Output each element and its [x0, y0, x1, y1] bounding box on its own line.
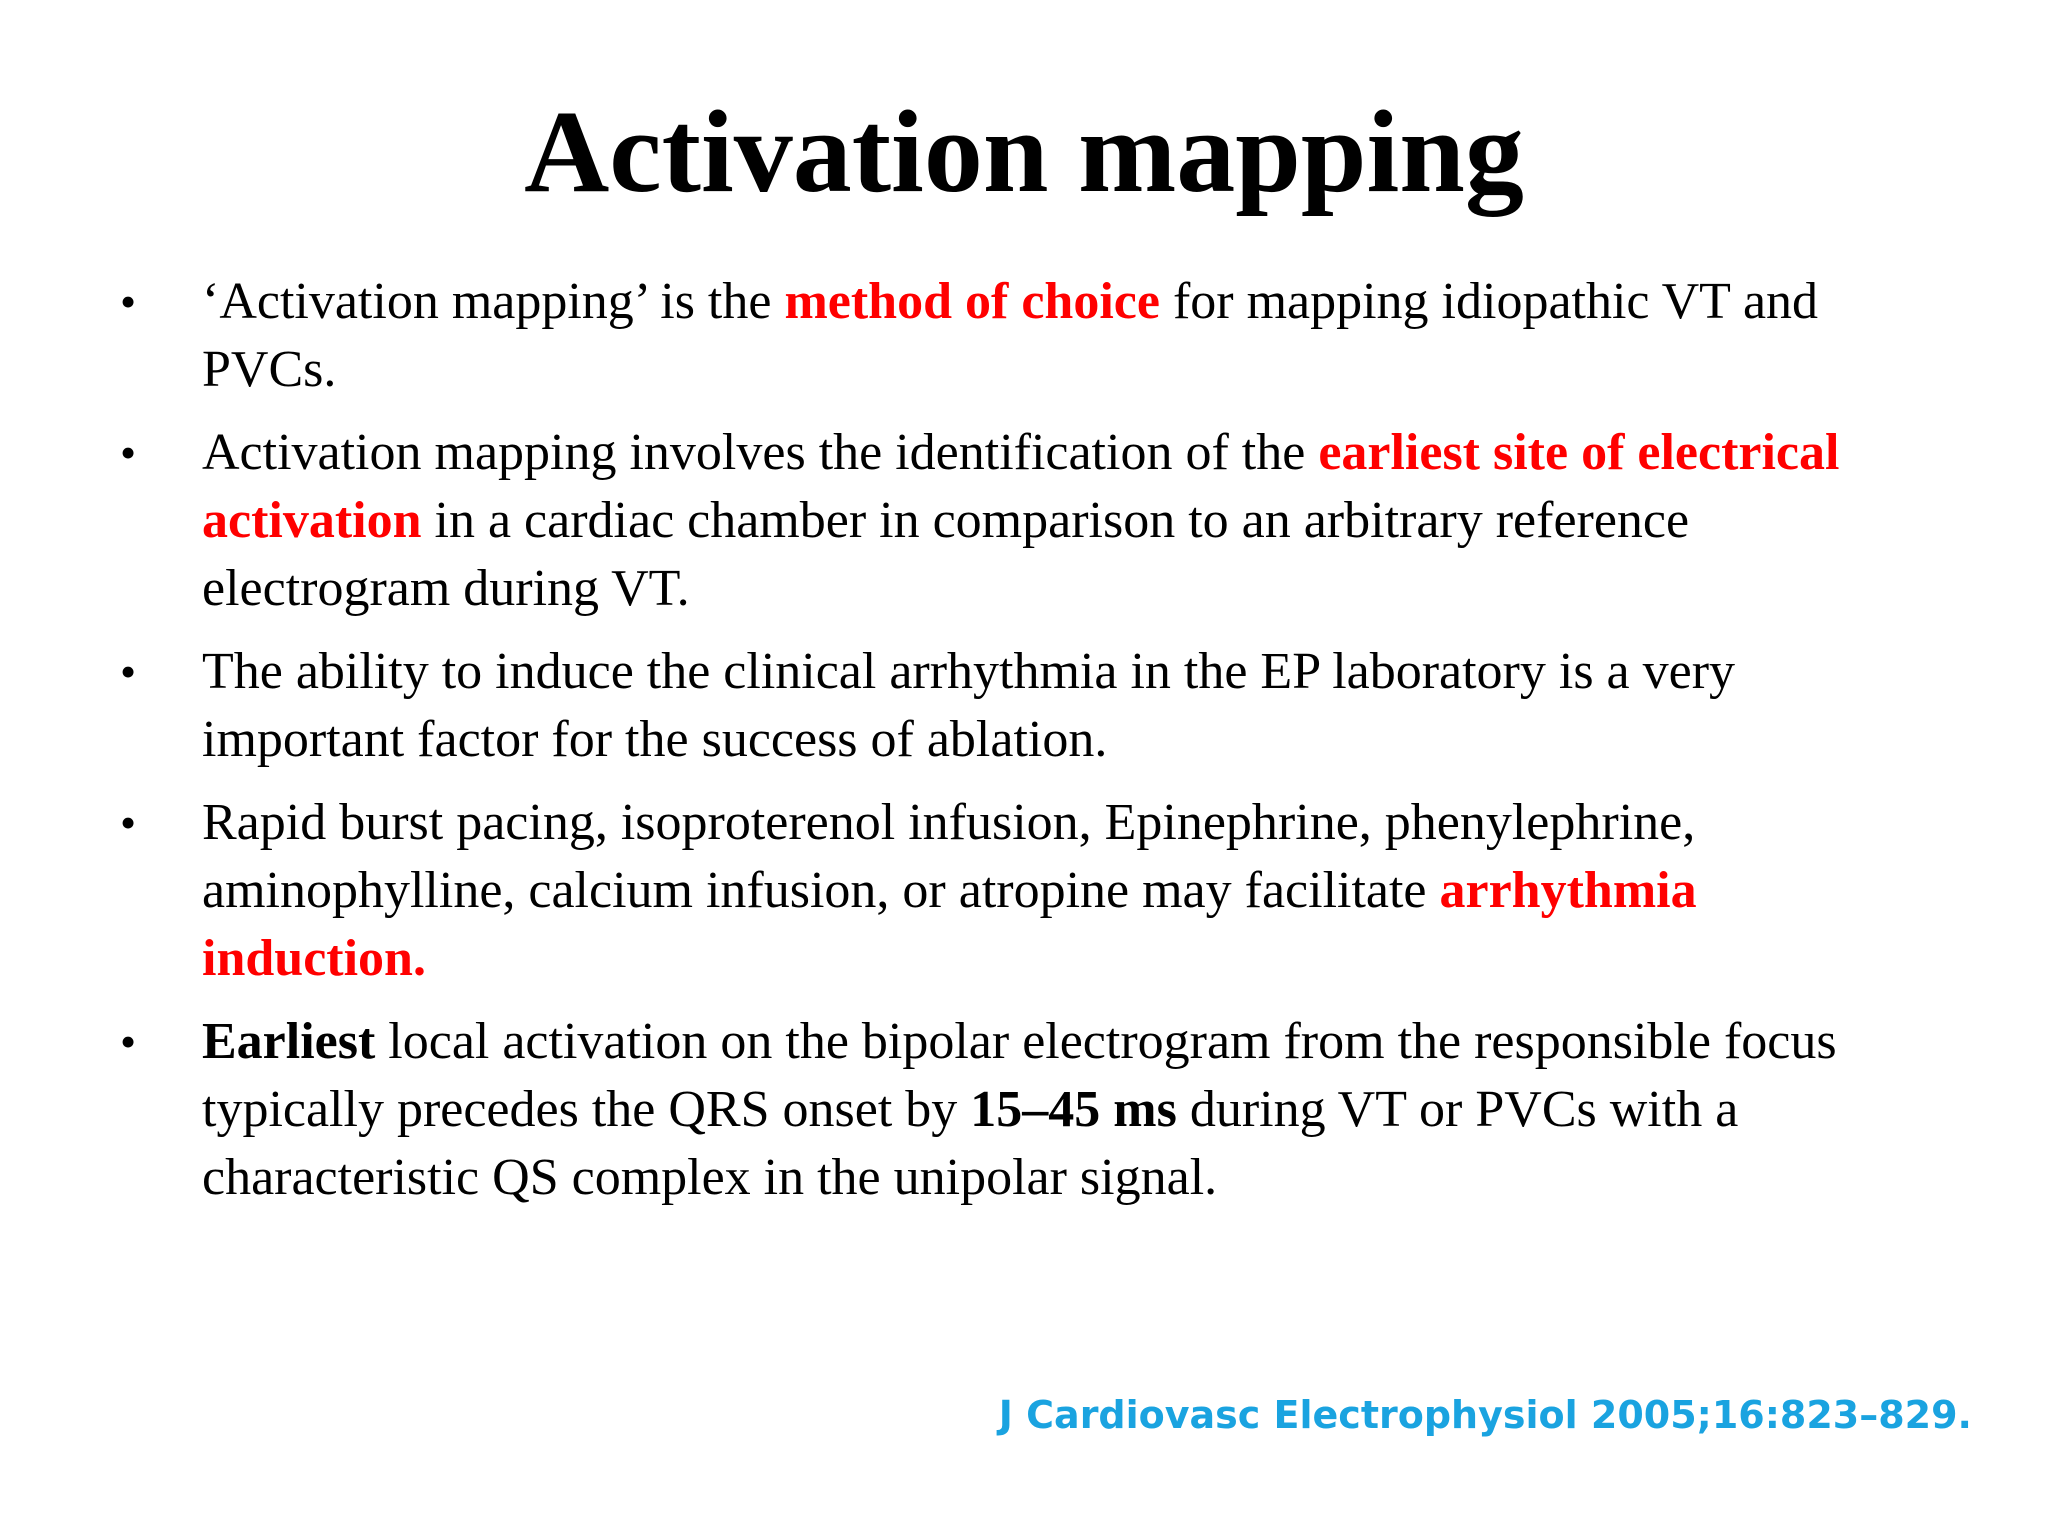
bullet-text: for mapping idiopathic VT and PVCs. [202, 273, 1819, 398]
highlight-text: earliest site of electrical activation [202, 424, 1840, 549]
bullet-marker: • [120, 797, 137, 848]
bullet-list [118, 268, 1918, 1227]
bullet-item-4 [118, 789, 1918, 993]
bullet-item-3 [118, 638, 1918, 774]
bullet-text: during VT or PVCs with a characteristic QS complex in the unipolar signal. [202, 1081, 1739, 1206]
bullet-text: The ability to induce the clinical arrhythmia in the EP laboratory is a very important factor for the success of ablation. [202, 643, 1736, 768]
bullet-item-5 [118, 1008, 1918, 1212]
bullet-item-2 [118, 419, 1918, 623]
highlight-text: method of choice [784, 273, 1160, 330]
bullet-text: ‘Activation mapping’ is the [202, 273, 785, 330]
bullet-text: Rapid burst pacing, isoproterenol infusion, Epinephrine, phenylephrine, aminophylline, calcium infusion, or atropine may facilitate [202, 794, 1696, 919]
bullet-text: local activation on the bipolar electrogram from the responsible focus typically precedes the QRS onset by [202, 1013, 1837, 1138]
bold-text: Earliest [202, 1013, 376, 1070]
bullet-marker: • [120, 646, 137, 697]
bullet-marker: • [120, 276, 137, 327]
bullet-text: in a cardiac chamber in comparison to an arbitrary reference electrogram during VT. [202, 492, 1690, 617]
bullet-marker: • [120, 427, 137, 478]
highlight-text: arrhythmia induction. [202, 862, 1697, 987]
slide-title: Activation mapping [524, 86, 1524, 217]
bullet-item-1 [118, 268, 1918, 404]
bold-text: 15–45 ms [970, 1081, 1177, 1138]
bullet-marker: • [120, 1016, 137, 1067]
bullet-text: Activation mapping involves the identification of the [202, 424, 1319, 481]
citation: J Cardiovasc Electrophysiol 2005;16:823–829. [998, 1393, 1972, 1437]
